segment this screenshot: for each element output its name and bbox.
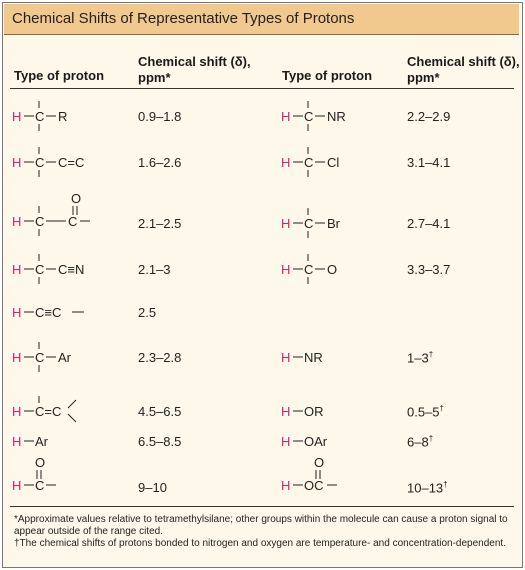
svg-text:H: H — [12, 478, 22, 493]
structure-h-alkyne — [12, 297, 142, 329]
header-type-of-proton-left: Type of proton — [14, 68, 105, 83]
svg-text:R: R — [58, 109, 68, 124]
svg-text:Ar: Ar — [35, 434, 48, 449]
structure-h-c-carbonyl — [12, 192, 142, 238]
svg-text:C: C — [304, 262, 314, 277]
svg-text:H: H — [12, 404, 22, 419]
svg-text:O: O — [314, 455, 325, 470]
shift-value: 2.5 — [138, 305, 157, 320]
shift-value: 4.5–6.5 — [138, 404, 182, 419]
svg-text:H: H — [281, 478, 291, 493]
svg-text:H: H — [12, 109, 22, 124]
svg-text:H: H — [281, 434, 291, 449]
shift-value: 0.9–1.8 — [138, 109, 182, 124]
shift-value: 2.7–4.1 — [407, 216, 451, 231]
svg-text:OAr: OAr — [304, 434, 328, 449]
structure-h-c-nr — [281, 101, 411, 133]
svg-text:C: C — [35, 109, 45, 124]
header-shift-line2: ppm* — [407, 70, 440, 85]
svg-text:H: H — [12, 305, 22, 320]
structure-h-oar — [281, 426, 411, 458]
svg-text:NR: NR — [304, 350, 323, 365]
svg-text:H: H — [281, 109, 291, 124]
header-chemical-shift-left — [138, 54, 251, 86]
svg-text:OC: OC — [304, 478, 324, 493]
shift-value: 2.3–2.8 — [138, 350, 182, 365]
svg-text:Cl: Cl — [327, 155, 340, 170]
header-chemical-shift-right — [407, 54, 520, 86]
structure-carboxylic-acid — [281, 456, 411, 502]
svg-text:C=C: C=C — [35, 404, 62, 419]
svg-text:OR: OR — [304, 404, 324, 419]
svg-text:H: H — [281, 155, 291, 170]
shift-value: 0.5–5† — [407, 404, 444, 420]
svg-text:O: O — [71, 191, 82, 206]
shift-value: 9–10 — [138, 480, 167, 495]
svg-text:C: C — [304, 216, 314, 231]
title-bar — [4, 4, 519, 35]
shift-value: 6–8† — [407, 434, 434, 450]
svg-text:O: O — [35, 455, 46, 470]
svg-text:H: H — [12, 262, 22, 277]
header-rule — [10, 88, 514, 89]
shift-value: 2.2–2.9 — [407, 109, 451, 124]
header-shift-line1: Chemical shift (δ), — [407, 54, 520, 69]
header-shift-line1: Chemical shift (δ), — [138, 54, 251, 69]
structure-h-c-c-double-c — [12, 147, 142, 179]
structure-aldehyde — [12, 456, 142, 502]
shift-value: 6.5–8.5 — [138, 434, 182, 449]
structure-h-or — [281, 396, 411, 428]
shift-value: 2.1–3 — [138, 262, 171, 277]
structure-h-c-o — [281, 254, 411, 286]
shift-value: 3.3–3.7 — [407, 262, 451, 277]
svg-text:C: C — [35, 350, 45, 365]
svg-text:C: C — [35, 478, 45, 493]
structure-h-c-r — [12, 101, 142, 133]
structure-h-c-cl — [281, 147, 411, 179]
svg-text:O: O — [327, 262, 338, 277]
structure-h-alkene — [12, 396, 142, 428]
svg-text:C≡N: C≡N — [58, 262, 85, 277]
svg-text:H: H — [12, 434, 22, 449]
structure-h-nr — [281, 342, 411, 374]
footnote-approximate: *Approximate values relative to tetramethylsilane; other groups within the molecule can cause a proton signal to appear outside of the range cited. — [14, 514, 508, 537]
structure-h-c-ar — [12, 342, 142, 374]
header-type-of-proton-right: Type of proton — [282, 68, 373, 83]
shift-value: 10–13† — [407, 480, 448, 496]
structure-h-c-nitrile — [12, 254, 142, 286]
svg-text:H: H — [12, 214, 22, 229]
svg-text:C≡C: C≡C — [35, 305, 62, 320]
svg-text:C: C — [35, 214, 45, 229]
table-title: Chemical Shifts of Representative Types of Protons — [12, 10, 355, 27]
structure-h-c-br — [281, 208, 411, 240]
svg-text:Ar: Ar — [58, 350, 71, 365]
svg-text:C=C: C=C — [58, 155, 85, 170]
header-shift-line2: ppm* — [138, 70, 171, 85]
svg-text:C: C — [304, 155, 314, 170]
structure-h-ar — [12, 426, 142, 458]
shift-value: 2.1–2.5 — [138, 216, 182, 231]
svg-text:C: C — [35, 155, 45, 170]
svg-text:C: C — [35, 262, 45, 277]
svg-text:H: H — [281, 216, 291, 231]
footnotes — [14, 514, 509, 550]
svg-text:H: H — [281, 262, 291, 277]
svg-text:Br: Br — [327, 216, 340, 231]
footnote-temperature: †The chemical shifts of protons bonded to nitrogen and oxygen are temperature- and concentration-dependent. — [14, 538, 506, 549]
shift-value: 1–3† — [407, 350, 434, 366]
svg-text:C: C — [304, 109, 314, 124]
svg-text:H: H — [281, 350, 291, 365]
shift-value: 1.6–2.6 — [138, 155, 182, 170]
svg-text:H: H — [12, 350, 22, 365]
svg-text:C: C — [68, 214, 78, 229]
svg-text:H: H — [12, 155, 22, 170]
footer-rule — [10, 506, 514, 507]
shift-value: 3.1–4.1 — [407, 155, 451, 170]
svg-text:H: H — [281, 404, 291, 419]
svg-text:NR: NR — [327, 109, 346, 124]
